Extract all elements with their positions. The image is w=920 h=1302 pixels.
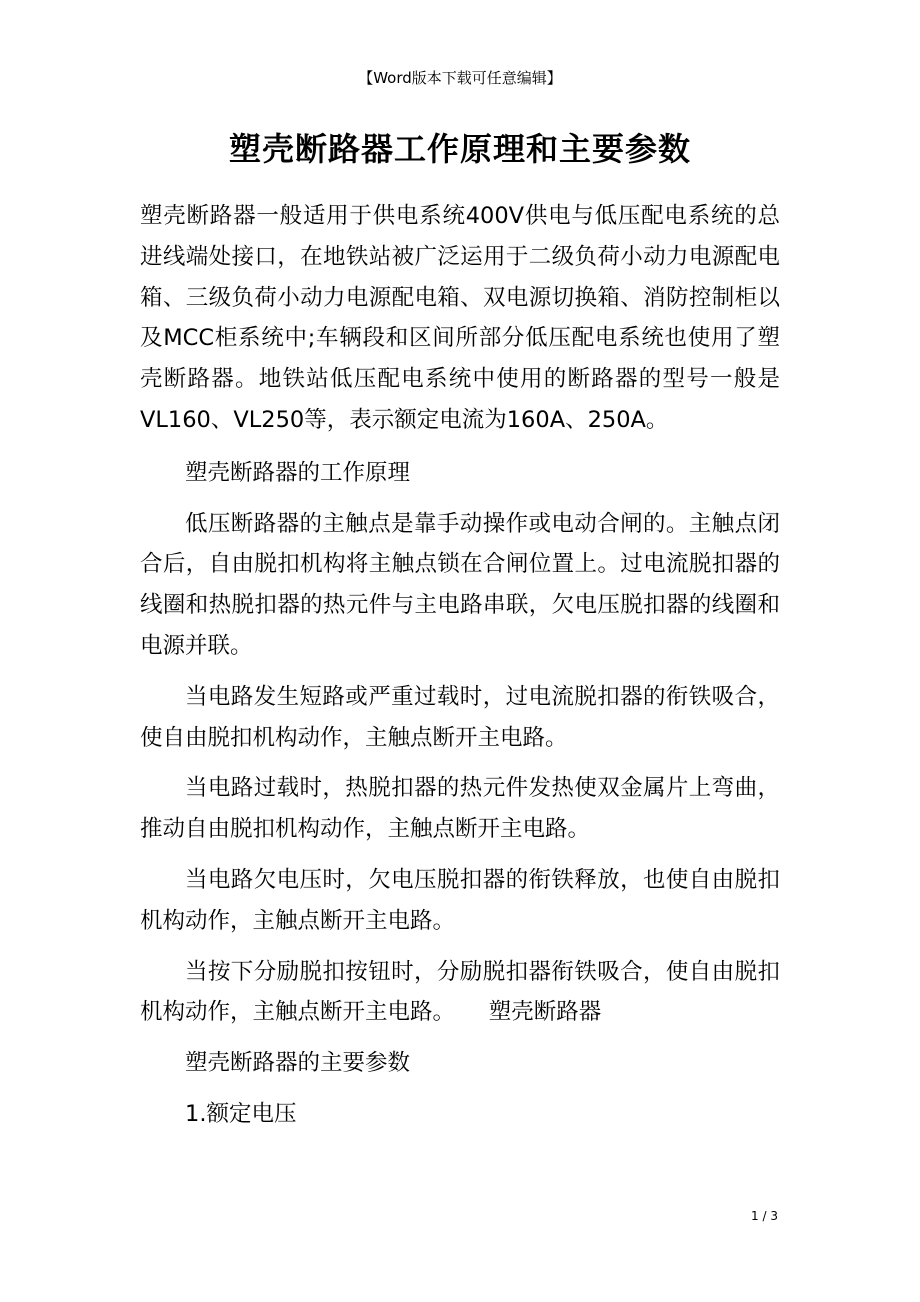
section-heading-main-parameters: 塑壳断路器的主要参数 [185,1050,411,1077]
list-item: 1.额定电压 [185,1100,297,1127]
header-note: 【Word版本下载可任意编辑】 [358,69,562,87]
section-heading-working-principle: 塑壳断路器的工作原理 [185,459,411,486]
body-paragraph: 当电路欠电压时，欠电压脱扣器的衔铁释放，也使自由脱扣机构动作，主触点断开主电路。 [140,866,780,934]
body-paragraph: 当电路发生短路或严重过载时，过电流脱扣器的衔铁吸合，使自由脱扣机构动作，主触点断开主电路。 [140,683,780,751]
document-title: 塑壳断路器工作原理和主要参数 [228,130,691,168]
body-paragraph: 当电路过载时，热脱扣器的热元件发热使双金属片上弯曲，推动自由脱扣机构动作，主触点断开主电路。 [140,775,780,843]
body-paragraph: 低压断路器的主触点是靠手动操作或电动合闸的。主触点闭合后，自由脱扣机构将主触点锁在合闸位置上。过电流脱扣器的线圈和热脱扣器的热元件与主电路串联，欠电压脱扣器的线圈和电源并联。 [140,510,780,659]
page-number: 1 / 3 [751,1209,778,1223]
document-body [140,196,780,1145]
body-paragraph: 当按下分励脱扣按钮时，分励脱扣器衔铁吸合，使自由脱扣机构动作，主触点断开主电路。 塑壳断路器 [140,958,780,1026]
intro-paragraph: 塑壳断路器一般适用于供电系统400V供电与低压配电系统的总进线端处接口，在地铁站被广泛运用于二级负荷小动力电源配电箱、三级负荷小动力电源配电箱、双电源切换箱、消防控制柜以及MCC柜系统中;车辆段和区间所部分低压配电系统也使用了塑壳断路器。地铁站低压配电系统中使用的断路器的型号一般是VL160、VL250等，表示额定电流为160A、250A。 [140,203,780,433]
